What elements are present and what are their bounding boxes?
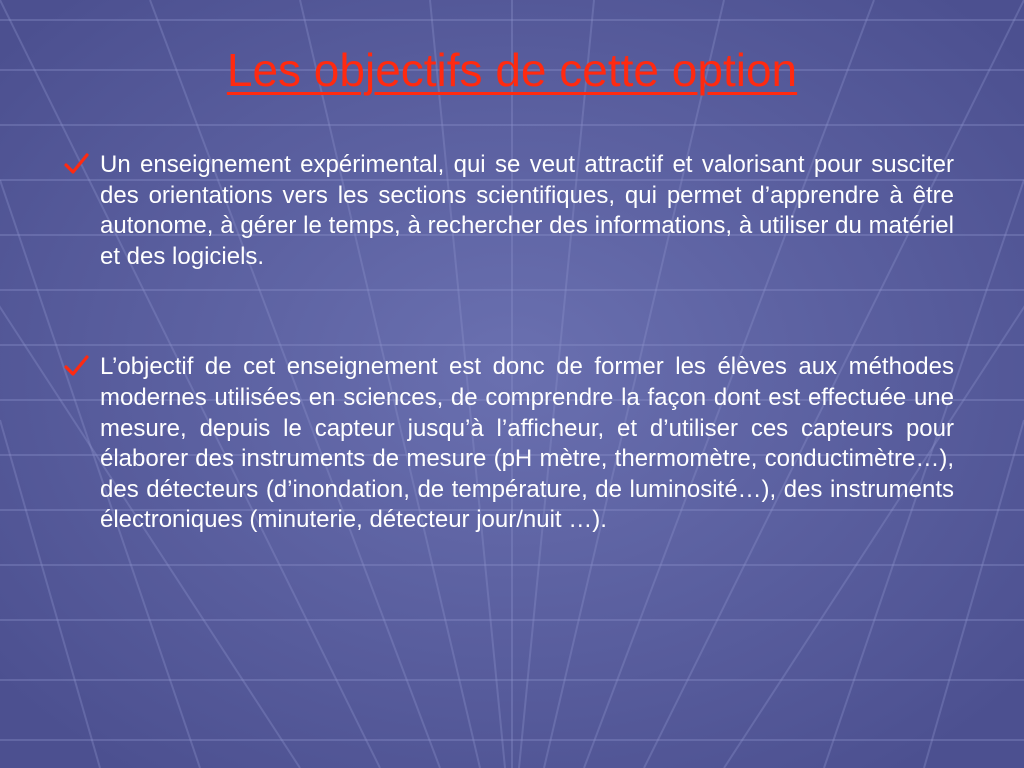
bullet-item [62, 352, 954, 536]
checkmark-icon [62, 352, 90, 380]
bullet-text: L’objectif de cet enseignement est donc de former les élèves aux méthodes modernes utilisées en sciences, de comprendre la façon dont est effectuée une mesure, depuis le capteur jusqu’à l’afficheur, et d’utiliser ces capteurs pour élaborer des instruments de mesure (pH mètre, thermomètre, conductimètre…), des détecteurs (d’inondation, de température, de luminosité…), des instruments électroniques (minuterie, détecteur jour/nuit …). [100, 353, 954, 534]
checkmark-icon [62, 150, 90, 178]
bullet-item [62, 150, 954, 272]
slide-title: Les objectifs de cette option [226, 44, 798, 96]
bullet-list [62, 150, 954, 536]
bullet-text: Un enseignement expérimental, qui se veut attractif et valorisant pour susciter des orientations vers les sections scientifiques, qui permet d’apprendre à être autonome, à gérer le temps, à rechercher des informations, à utiliser du matériel et des logiciels. [100, 151, 954, 270]
